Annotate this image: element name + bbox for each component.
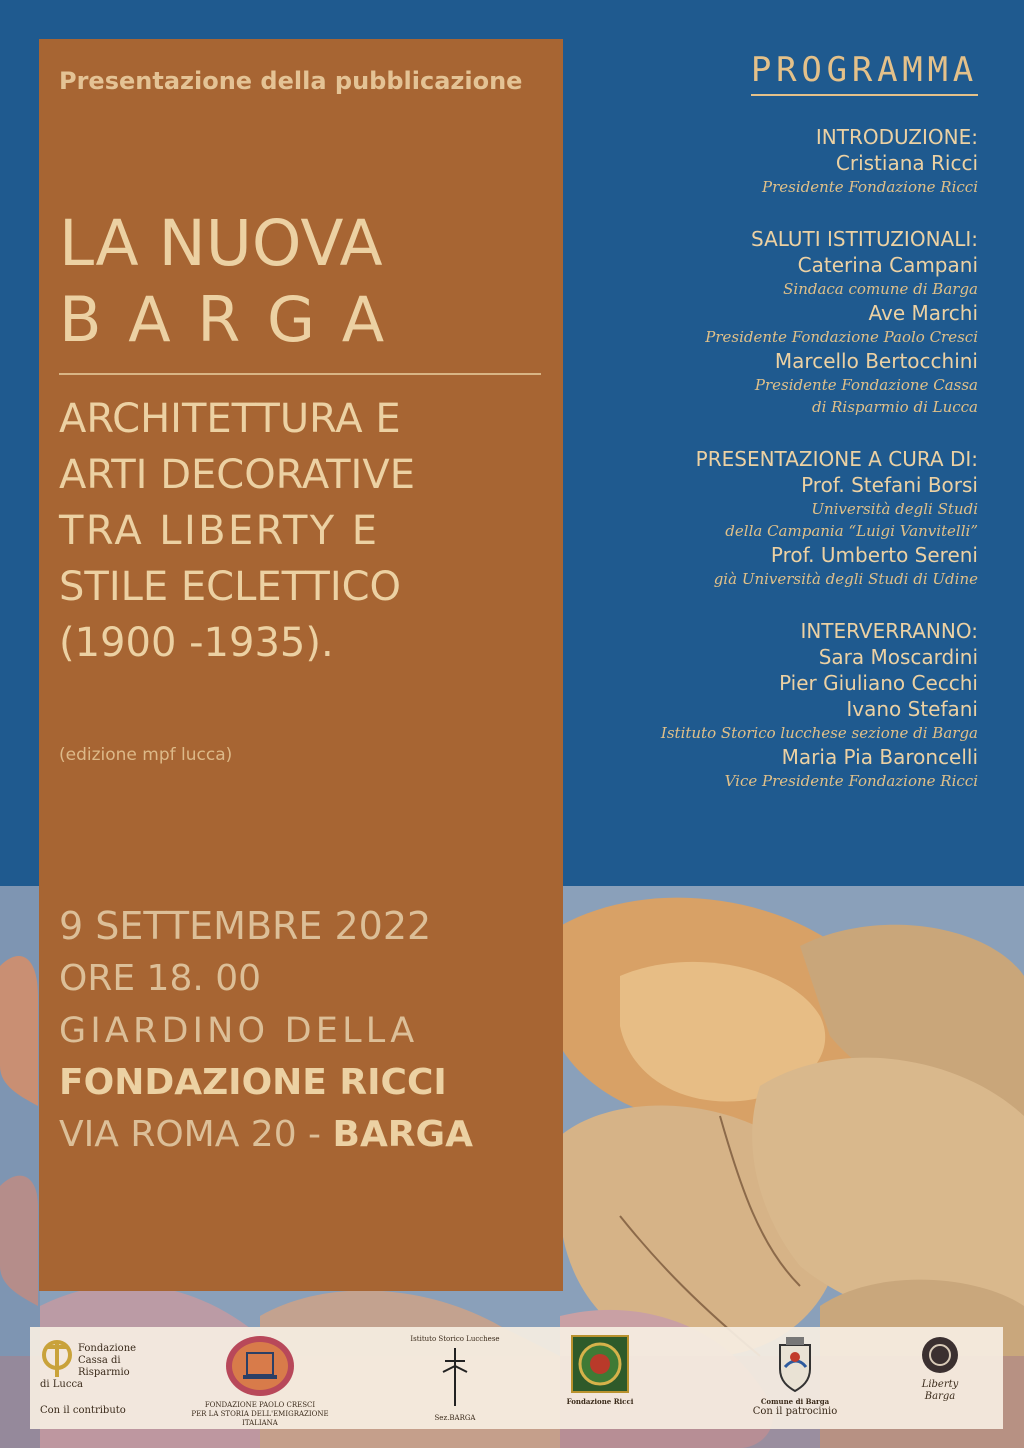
- cresci-name: FONDAZIONE PAOLO CRESCI: [204, 1401, 316, 1409]
- event-panel: [39, 39, 563, 1291]
- istituto-name: Istituto Storico Lucchese: [410, 1335, 500, 1343]
- cassa-name-line: Cassa di Risparmio: [78, 1355, 130, 1378]
- logo-comune-barga: [735, 1335, 855, 1418]
- section-heading: SALUTI ISTITUZIONALI:: [751, 227, 978, 251]
- ricci-crest-icon: [571, 1335, 629, 1393]
- speaker-name: Maria Pia Baroncelli: [781, 745, 978, 769]
- program-heading: PROGRAMMA: [751, 50, 978, 96]
- liberty-name: Liberty Barga: [921, 1379, 959, 1402]
- speaker-name: Caterina Campani: [797, 253, 978, 277]
- cresci-tagline: PER LA STORIA DELL'EMIGRAZIONE ITALIANA: [191, 1410, 329, 1427]
- logo-liberty-barga: [905, 1335, 975, 1403]
- section-heading: INTRODUZIONE:: [815, 125, 978, 149]
- title-divider: [59, 373, 541, 375]
- cresci-emblem-icon: [225, 1335, 295, 1397]
- speaker-role: Istituto Storico lucchese sezione di Barga: [660, 724, 978, 742]
- event-date: 9 SETTEMBRE 2022: [59, 904, 432, 948]
- cassa-name-line: Fondazione: [78, 1343, 137, 1354]
- logo-istituto-storico: [405, 1335, 505, 1423]
- speaker-role: Università degli Studi: [811, 500, 978, 518]
- program-section: [588, 226, 978, 418]
- speaker-name: Cristiana Ricci: [835, 151, 978, 175]
- cassa-emblem-icon: [40, 1335, 74, 1379]
- book-subtitle: [59, 391, 559, 671]
- liberty-medallion-icon: [920, 1335, 960, 1375]
- address-street: VIA ROMA 20 -: [59, 1114, 322, 1155]
- section-heading: PRESENTAZIONE A CURA DI:: [695, 447, 978, 471]
- subtitle-line: TRA LIBERTY E: [59, 508, 380, 554]
- speaker-name: Marcello Bertocchini: [774, 349, 978, 373]
- program-column: [588, 50, 978, 792]
- presentation-subtitle: Presentazione della pubblicazione: [59, 67, 523, 95]
- speaker-name: Sara Moscardini: [818, 645, 978, 669]
- comune-coat-of-arms-icon: [772, 1335, 818, 1393]
- event-time: ORE 18. 00: [59, 958, 262, 999]
- sponsor-logo-strip: [30, 1327, 1003, 1429]
- venue-line-2: FONDAZIONE RICCI: [59, 1062, 447, 1103]
- subtitle-line: ARCHITETTURA E: [59, 396, 401, 442]
- edition-note: (edizione mpf lucca): [59, 745, 233, 765]
- subtitle-line: ARTI DECORATIVE: [59, 452, 415, 498]
- section-heading: INTERVERRANNO:: [800, 619, 978, 643]
- cross-anchor-icon: [435, 1344, 475, 1410]
- speaker-name: Prof. Stefani Borsi: [801, 473, 978, 497]
- logo-fondazione-cresci: [185, 1335, 335, 1428]
- address-town: BARGA: [332, 1114, 473, 1155]
- speaker-role: di Risparmio di Lucca: [811, 398, 978, 416]
- logo-fondazione-ricci: [555, 1335, 645, 1406]
- subtitle-line: STILE ECLETTICO: [59, 564, 402, 610]
- title-line-2: BARGA: [59, 283, 411, 356]
- program-section: [588, 446, 978, 590]
- istituto-section: Sez.BARGA: [434, 1414, 476, 1422]
- comune-caption: Con il patrocinio: [752, 1406, 838, 1417]
- speaker-name: Pier Giuliano Cecchi: [779, 671, 978, 695]
- event-details: [59, 899, 473, 1161]
- subtitle-line: (1900 -1935).: [59, 620, 334, 666]
- speaker-name: Ivano Stefani: [846, 697, 978, 721]
- speaker-role: Presidente Fondazione Cassa: [754, 376, 978, 394]
- venue-address: [59, 1109, 473, 1161]
- speaker-name: Prof. Umberto Sereni: [770, 543, 978, 567]
- speaker-role: Presidente Fondazione Ricci: [762, 178, 978, 196]
- title-line-1: LA NUOVA: [59, 207, 383, 280]
- ricci-name: Fondazione Ricci: [566, 1397, 634, 1406]
- program-section: [588, 618, 978, 792]
- speaker-role: già Università degli Studi di Udine: [713, 570, 978, 588]
- logo-fondazione-cassa: [40, 1335, 170, 1417]
- comune-name: Comune di Barga: [760, 1397, 830, 1406]
- venue-line-1: GIARDINO DELLA: [59, 1011, 419, 1051]
- speaker-role: Presidente Fondazione Paolo Cresci: [705, 328, 978, 346]
- program-section: [588, 124, 978, 198]
- cassa-name-line: di Lucca: [40, 1379, 84, 1390]
- speaker-name: Ave Marchi: [868, 301, 978, 325]
- cassa-caption: Con il contributo: [40, 1405, 126, 1416]
- speaker-role: Sindaca comune di Barga: [783, 280, 978, 298]
- speaker-role: della Campania “Luigi Vanvitelli”: [725, 522, 978, 540]
- speaker-role: Vice Presidente Fondazione Ricci: [724, 772, 978, 790]
